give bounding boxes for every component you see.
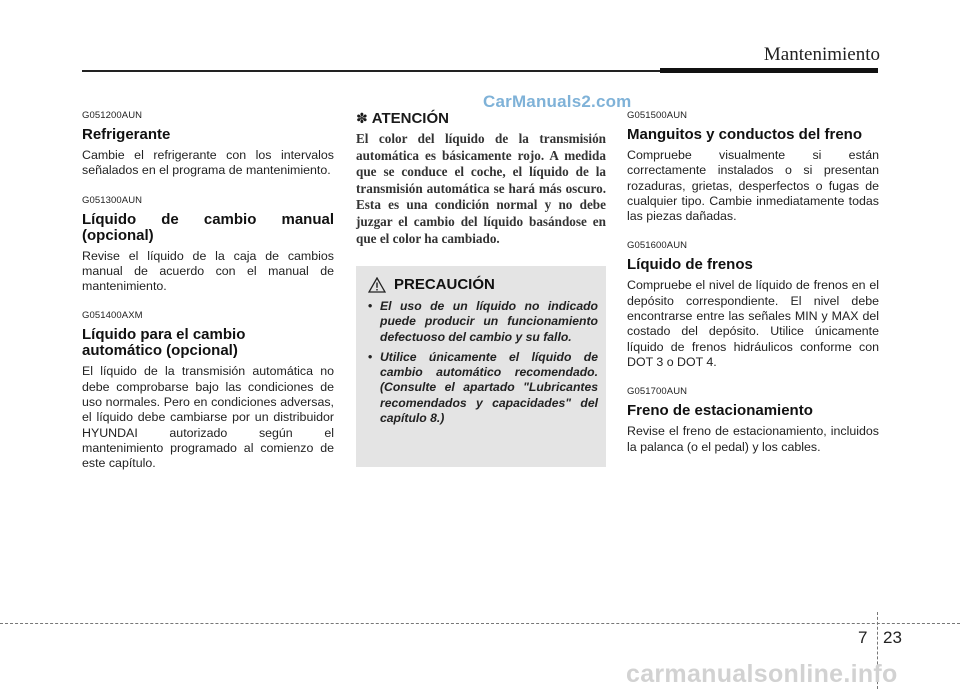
bullet-icon: •: [368, 299, 373, 313]
caution-item: [366, 350, 598, 426]
section-code: G051200AUN: [82, 110, 143, 121]
section-manguitos-freno: [627, 110, 879, 224]
section-body: Compruebe visualmente si están correctamente instalados o si presentan rozaduras, grietas, desperfectos o fugas de cualquier tipo. Cambie inmediatamente todas las piezas dañadas.: [627, 148, 879, 224]
attention-body: El color del líquido de la transmisión automática es básicamente rojo. A medida que se conduce el coche, el líquido de la transmisión automática se hará más oscuro. Esta es una condición normal y no debe juzgar el cambio del líquido basándose en que el color ha cambiado.: [356, 131, 606, 246]
left-column: [82, 110, 334, 488]
watermark-bottom[interactable]: carmanualsonline.info: [626, 660, 898, 688]
caution-title: PRECAUCIÓN: [394, 276, 495, 293]
section-code: G051700AUN: [627, 386, 688, 398]
middle-column: [356, 110, 606, 247]
section-heading-line: (opcional): [82, 226, 154, 244]
section-heading: Freno de estacionamiento: [627, 402, 813, 420]
section-heading: Manguitos y conductos del freno: [627, 126, 863, 143]
chapter-number: 7: [858, 628, 868, 647]
section-heading: Refrigerante: [82, 126, 171, 143]
section-heading-line: Líquido para el cambio: [82, 326, 246, 344]
section-heading-line: Líquido de cambio manual: [82, 210, 334, 228]
section-code: G051300AUN: [82, 194, 143, 206]
section-body: Revise el freno de estacionamiento, incluidos la palanca (o el pedal) y los cables.: [627, 424, 879, 454]
watermark-top[interactable]: CarManuals2.com: [483, 92, 632, 111]
header-rule-thin: [82, 70, 660, 72]
section-heading: [82, 327, 334, 359]
section-refrigerante: [82, 110, 334, 179]
caution-list: [366, 299, 598, 426]
asterisk-icon: ✽: [356, 110, 368, 126]
section-heading: Líquido de frenos: [627, 256, 753, 274]
right-column: [627, 110, 879, 471]
caution-header: [366, 276, 598, 293]
section-code: G051400AXM: [82, 310, 143, 322]
warning-triangle-icon: [368, 277, 386, 293]
section-liquido-cambio-automatico: [82, 310, 334, 471]
section-body: Compruebe el nivel de líquido de frenos en el depósito correspondiente. El nivel debe encontrarse entre las señales MIN y MAX del costado del depósito. Utilice únicamente líquido de frenos hidráulicos conforme con DOT 3 o DOT 4.: [627, 278, 879, 369]
attention-title: [356, 110, 606, 127]
footer-rule: [0, 623, 960, 624]
section-heading: [82, 212, 334, 244]
caution-item: [366, 299, 598, 345]
section-liquido-cambio-manual: [82, 195, 334, 295]
section-code: G051500AUN: [627, 110, 688, 121]
page-header-title: Mantenimiento: [763, 44, 880, 65]
caution-item-text: Utilice únicamente el líquido de cambio automático recomendado. (Consulte el apartado "Lubricantes recomendados y capacidades" del capítulo 8.): [380, 349, 598, 426]
section-body: Cambie el refrigerante con los intervalos señalados en el programa de mantenimiento.: [82, 148, 334, 178]
section-freno-estacionamiento: [627, 386, 879, 455]
caution-item-text: El uso de un líquido no indicado puede producir un funcionamiento defectuoso del cambio y su fallo.: [380, 299, 598, 344]
header-rule-thick: [660, 68, 878, 73]
page-number: 23: [883, 628, 902, 647]
section-body: Revise el líquido de la caja de cambios manual de acuerdo con el manual de mantenimiento.: [82, 248, 334, 294]
attention-title-text: ATENCIÓN: [371, 110, 449, 127]
caution-box: [356, 266, 606, 467]
section-body: El líquido de la transmisión automática no debe comprobarse bajo las condiciones de uso normales. Pero en condiciones adversas, el líquido debe cambiarse por un distribuidor HYUNDAI autorizado según el mantenimiento programado al comienzo de este capítulo.: [82, 364, 334, 471]
section-liquido-frenos: [627, 240, 879, 370]
section-code: G051600AUN: [627, 240, 688, 252]
section-heading-line: automático (opcional): [82, 342, 238, 360]
bullet-icon: •: [368, 349, 373, 364]
